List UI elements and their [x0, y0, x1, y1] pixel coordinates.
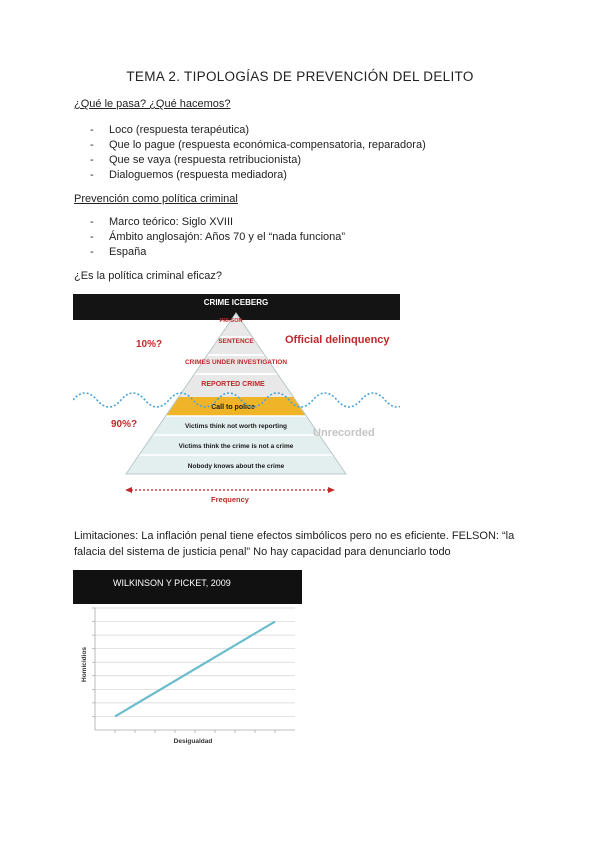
y-axis-label: Homicidios	[81, 646, 88, 682]
iceberg-level-investigation: CRIMES UNDER INVESTIGATION	[184, 359, 288, 366]
iceberg-level-sentence: SENTENCE	[218, 338, 254, 345]
official-label: Official delinquency	[285, 334, 390, 346]
unrecorded-label: Unrecorded	[313, 427, 375, 439]
percent-bottom: 90%?	[111, 419, 138, 430]
iceberg-level-not-worth: Victims think not worth reporting	[184, 423, 288, 430]
list-item: - España	[90, 245, 345, 260]
list-item: - Marco teórico: Siglo XVIII	[90, 215, 345, 230]
section1-list	[90, 123, 426, 183]
list-item: - Ámbito anglosajón: Años 70 y el “nada funciona”	[90, 230, 345, 245]
iceberg-level-not-crime: Victims think the crime is not a crime	[178, 443, 294, 450]
iceberg-level-reported: REPORTED CRIME	[201, 381, 265, 388]
iceberg-level-nobody: Nobody knows about the crime	[187, 463, 285, 470]
iceberg-level-call: Call to police	[211, 404, 255, 411]
list-item: - Loco (respuesta terapéutica)	[90, 123, 426, 138]
question-text: ¿Es la política criminal eficaz?	[74, 270, 222, 282]
limitations-text: Limitaciones: La inflación penal tiene efectos simbólicos pero no es eficiente. FELSON: “la falacia del sistema de justicia penal” No hay capacidad para denunciarlo todo	[74, 530, 515, 558]
wilkinson-chart	[73, 570, 302, 750]
iceberg-level-prison: PRI-SON	[219, 318, 243, 324]
list-item: - Dialoguemos (respuesta mediadora)	[90, 168, 426, 183]
percent-top: 10%?	[136, 339, 163, 350]
section2-heading: Prevención como política criminal	[74, 193, 238, 205]
crime-iceberg-figure	[73, 294, 400, 506]
page-title: TEMA 2. TIPOLOGÍAS DE PREVENCIÓN DEL DELITO	[126, 69, 474, 84]
iceberg-header: CRIME ICEBERG	[203, 298, 269, 307]
section1-heading: ¿Qué le pasa? ¿Qué hacemos?	[74, 98, 231, 110]
list-item: - Que lo pague (respuesta económica-compensatoria, reparadora)	[90, 138, 426, 153]
section2-list	[90, 215, 345, 260]
list-item: - Que se vaya (respuesta retribucionista)	[90, 153, 426, 168]
chart-title: WILKINSON Y PICKET, 2009	[113, 578, 231, 588]
frequency-label: Frequency	[211, 495, 249, 504]
x-axis-label: Desigualdad	[173, 738, 213, 745]
